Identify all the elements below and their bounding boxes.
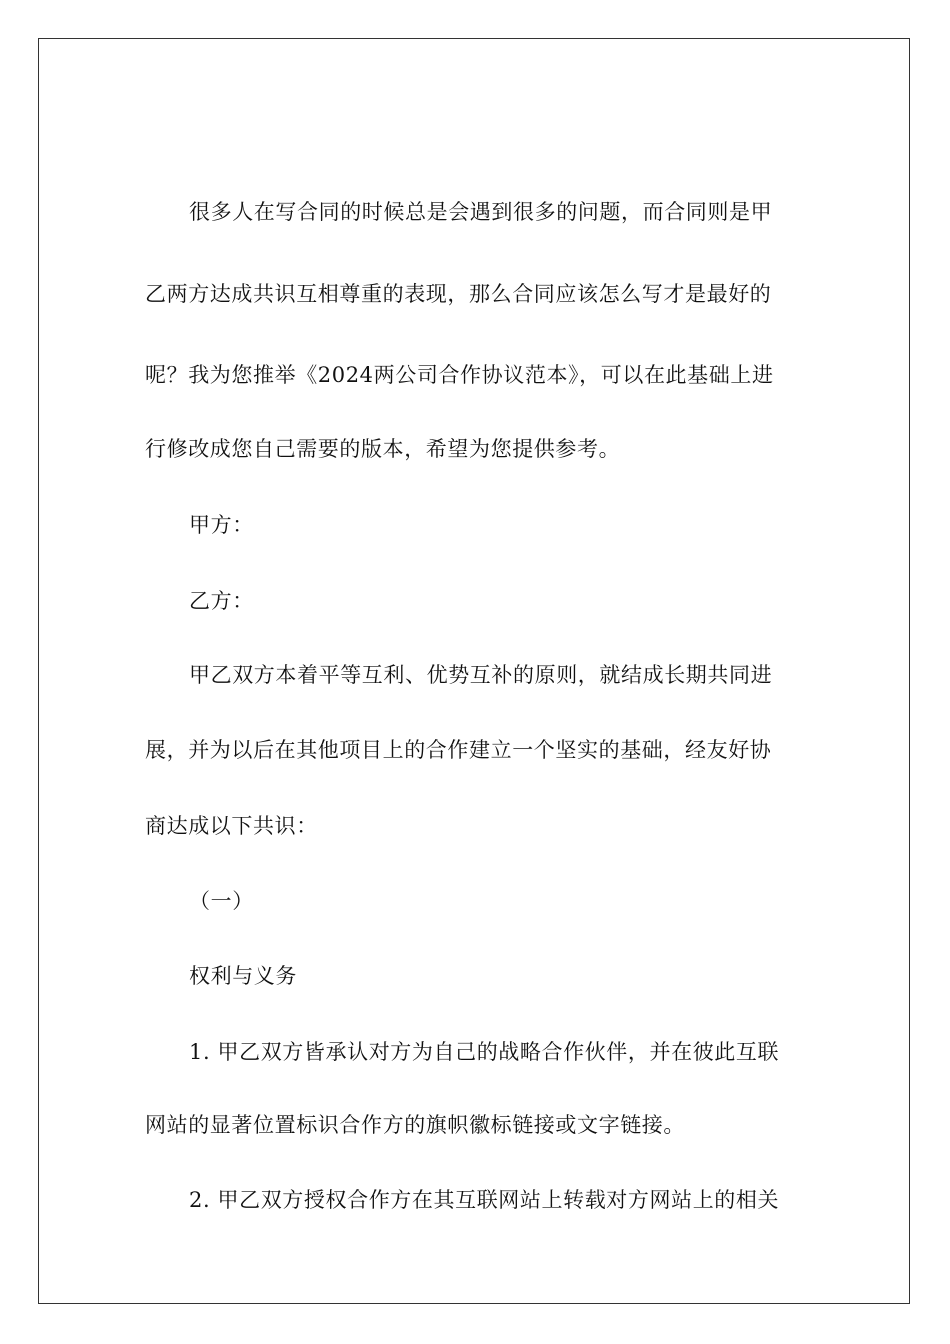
clause-2-line-1: 2. 甲乙双方授权合作方在其互联网站上转载对方网站上的相关 xyxy=(189,1188,780,1212)
paragraph-intro-line-2: 乙两方达成共识互相尊重的表现，那么合同应该怎么写才是最好的 xyxy=(145,282,772,306)
clause-1-line-2: 网站的显著位置标识合作方的旗帜徽标链接或文字链接。 xyxy=(145,1113,685,1137)
paragraph-agreement-line-1: 甲乙双方本着平等互利、优势互补的原则，就结成长期共同进 xyxy=(189,663,773,687)
party-b-label: 乙方： xyxy=(189,589,254,613)
section-number: （一） xyxy=(189,889,254,913)
clause-1-line-1: 1. 甲乙双方皆承认对方为自己的战略合作伙伴，并在彼此互联 xyxy=(189,1040,780,1064)
paragraph-intro-line-4: 行修改成您自己需要的版本，希望为您提供参考。 xyxy=(145,437,621,461)
section-heading: 权利与义务 xyxy=(189,964,297,988)
paragraph-agreement-line-3: 商达成以下共识： xyxy=(145,814,318,838)
party-a-label: 甲方： xyxy=(189,513,254,537)
paragraph-intro-line-1: 很多人在写合同的时候总是会遇到很多的问题，而合同则是甲 xyxy=(189,200,773,224)
paragraph-agreement-line-2: 展，并为以后在其他项目上的合作建立一个坚实的基础，经友好协 xyxy=(145,738,772,762)
paragraph-intro-line-3: 呢？我为您推举《2024两公司合作协议范本》，可以在此基础上进 xyxy=(145,363,774,387)
